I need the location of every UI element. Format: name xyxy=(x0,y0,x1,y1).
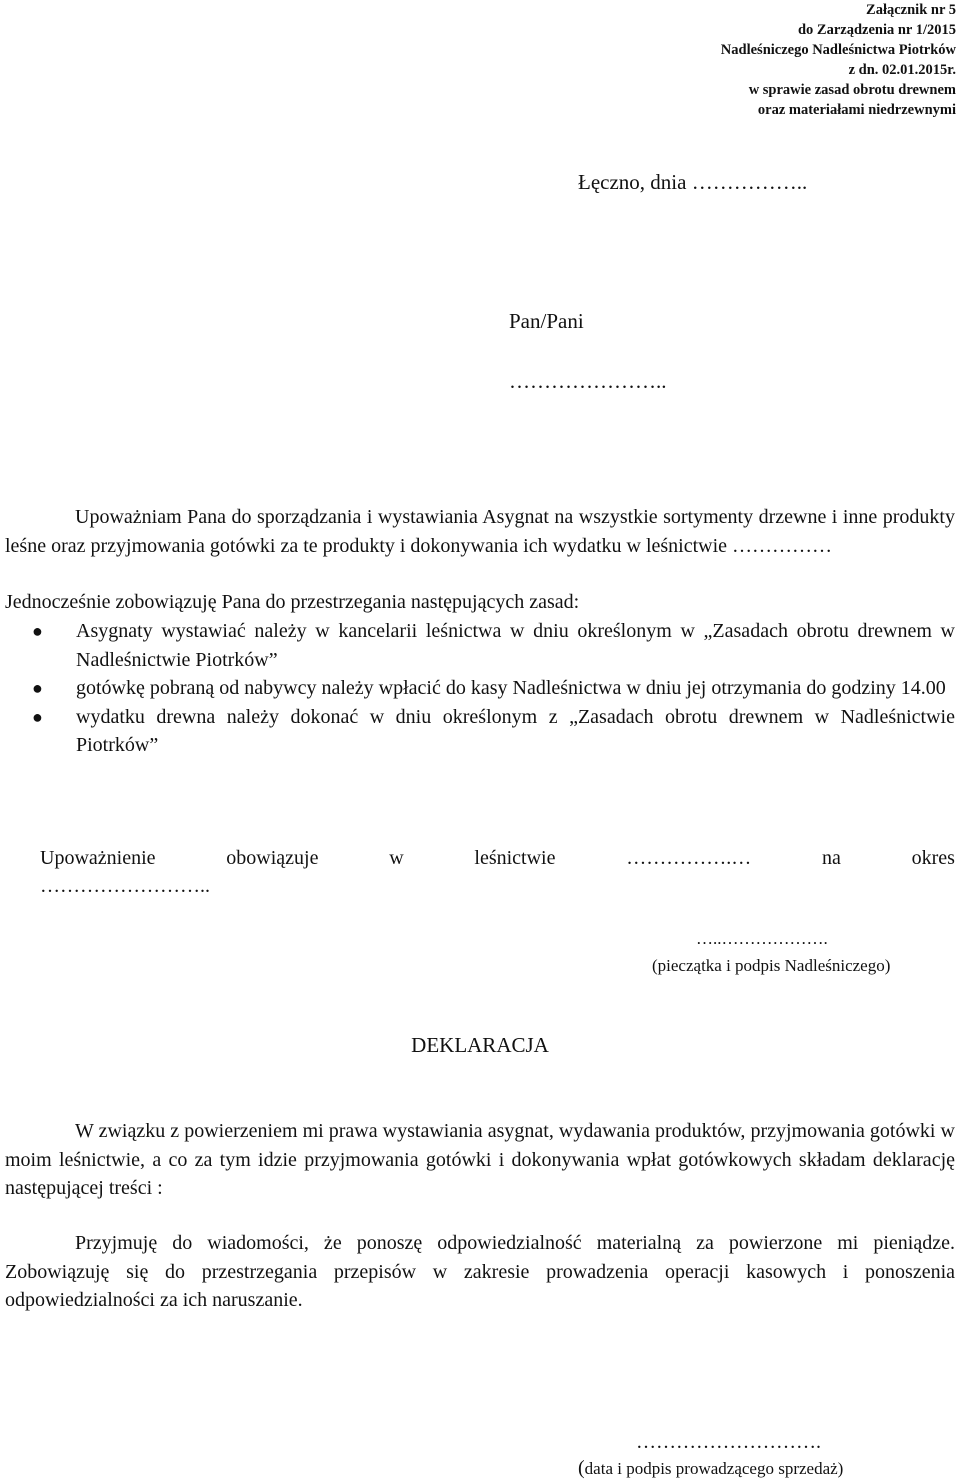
list-item xyxy=(5,703,955,760)
validity-word: okres xyxy=(911,847,955,869)
signature-blank: ………………………. xyxy=(636,1431,821,1453)
validity-word: leśnictwie xyxy=(474,847,556,869)
declaration-title: DEKLARACJA xyxy=(411,1033,549,1057)
recipient-name-blank: ………………….. xyxy=(509,369,667,393)
validity-word: Upoważnienie xyxy=(40,847,156,869)
place-date-line: Łęczno, dnia …………….. xyxy=(578,170,808,194)
stamp-caption: (pieczątka i podpis Nadleśniczego) xyxy=(652,956,891,975)
recipient-label: Pan/Pani xyxy=(509,309,584,333)
signature-caption-text: data i podpis prowadzącego sprzedaż) xyxy=(584,1459,844,1478)
annex-line: Nadleśniczego Nadleśnictwa Piotrków xyxy=(720,42,956,58)
annex-line: w sprawie zasad obrotu drewnem xyxy=(748,82,956,98)
annex-line: oraz materiałami niedrzewnymi xyxy=(757,102,956,118)
period-blank: …………………….. xyxy=(40,875,210,897)
rule-text: Asygnaty wystawiać należy w kancelarii leśnictwa w dniu określonym w „Zasadach obrotu drewnem w Nadleśnictwie Piotrków” xyxy=(76,620,955,671)
validity-line xyxy=(40,844,955,872)
signature-paren: ( xyxy=(578,1457,585,1479)
stamp-blank: …..………………. xyxy=(696,929,828,948)
list-item xyxy=(5,617,955,674)
rule-text: wydatku drewna należy dokonać w dniu określonym z „Zasadach obrotu drewnem w Nadleśnictwie Piotrków” xyxy=(76,705,955,757)
bullet-icon: ● xyxy=(32,621,43,641)
validity-word: na xyxy=(822,847,841,869)
annex-header xyxy=(721,0,956,120)
bullet-icon: ● xyxy=(32,706,43,727)
stamp-signature-block xyxy=(652,925,890,979)
signature-caption xyxy=(578,1455,843,1482)
authorization-paragraph: Upoważniam Pana do sporządzania i wystawiania Asygnat na wszystkie sortymenty drzewne i inne produkty leśne oraz przyjmowania gotówki za te produkty i dokonywania ich wydatku w leśnictwie …………… xyxy=(5,506,955,557)
annex-line: Załącznik nr 5 xyxy=(866,2,956,18)
declaration-paragraph: Przyjmuję do wiadomości, że ponoszę odpowiedzialność materialną za powierzone mi pieniądze. Zobowiązuję się do przestrzegania przepisów w zakresie prowadzenia operacji kasowych i ponoszenia odpowiedzialności za ich naruszanie. xyxy=(5,1232,955,1312)
forestry-blank: …………….… xyxy=(626,847,752,869)
validity-word: obowiązuje xyxy=(226,847,319,869)
rules-list xyxy=(5,617,955,760)
validity-word: w xyxy=(389,847,404,869)
list-item xyxy=(5,674,955,703)
bullet-icon: ● xyxy=(32,678,43,699)
declaration-paragraph: W związku z powierzeniem mi prawa wystawiania asygnat, wydawania produktów, przyjmowania gotówki w moim leśnictwie, a co za tym idzie przyjmowania gotówki i dokonywania wpłat gotówkowych składam deklarację następującej treści : xyxy=(5,1120,955,1200)
validity-statement xyxy=(40,844,955,900)
annex-line: z dn. 02.01.2015r. xyxy=(848,62,956,78)
seller-signature-block xyxy=(578,1429,843,1482)
rule-text: gotówkę pobraną od nabywcy należy wpłacić do kasy Nadleśnictwa w dniu jej otrzymania do godziny 14.00 xyxy=(76,677,946,700)
authorization-intro: Jednocześnie zobowiązuję Pana do przestrzegania następujących zasad: xyxy=(5,591,580,613)
annex-line: do Zarządzenia nr 1/2015 xyxy=(797,22,956,38)
